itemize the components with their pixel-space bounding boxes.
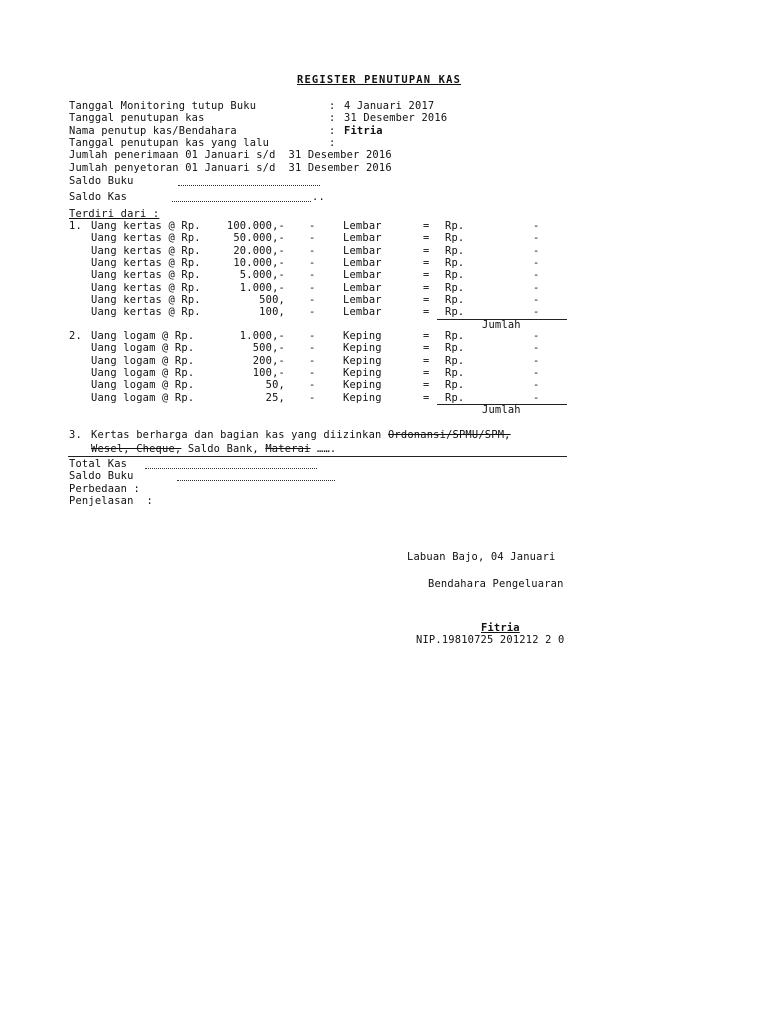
section2-row-unit: Keping bbox=[343, 354, 382, 367]
section1-row-total: - bbox=[533, 281, 540, 294]
jumlah-penyetoran: Jumlah penyetoran 01 Januari s/d 31 Desember 2016 bbox=[69, 162, 392, 174]
section1-row-rp: Rp. bbox=[445, 244, 465, 257]
terdiri-dari-heading: Terdiri dari : bbox=[69, 208, 160, 220]
section2-row-eq: = bbox=[423, 342, 430, 355]
section3-line2-strike2: Materai bbox=[265, 443, 311, 455]
section2-row-amount: 50, bbox=[265, 379, 285, 392]
section3-line1-text: Kertas berharga dan bagian kas yang diizinkan bbox=[91, 429, 388, 441]
saldo-buku-label: Saldo Buku bbox=[69, 175, 134, 187]
section2-row-unit: Keping bbox=[343, 391, 382, 404]
section2-row-amount: 200,- bbox=[252, 354, 285, 367]
section1-row-label: Uang kertas @ Rp. bbox=[91, 293, 201, 306]
section2-row-qty: - bbox=[309, 342, 316, 355]
section1-row-total: - bbox=[533, 244, 540, 257]
section1-row-label: Uang kertas @ Rp. bbox=[91, 232, 201, 245]
section3-line1-strike: Ordonansi/SPMU/SPM, bbox=[387, 429, 511, 441]
section1-row-amount: 100, bbox=[259, 306, 285, 319]
total-kas-dotted-line bbox=[145, 460, 317, 469]
section3-line2-strike: Wesel, Cheque, bbox=[91, 443, 182, 455]
saldo-buku2-label: Saldo Buku bbox=[69, 470, 134, 482]
saldo-buku-dotted-line bbox=[178, 177, 320, 186]
section1-row-unit: Lembar bbox=[343, 306, 382, 319]
section1-row-qty: - bbox=[309, 220, 316, 232]
section1-number: 1. bbox=[69, 220, 82, 232]
penjelasan-label: Penjelasan : bbox=[69, 495, 153, 507]
field-value-nama-penutup: Fitria bbox=[344, 125, 383, 137]
section2-row-eq: = bbox=[423, 379, 430, 392]
signature-name: Fitria bbox=[481, 622, 520, 634]
section2-row-qty: - bbox=[309, 379, 316, 392]
section2-row-unit: Keping bbox=[343, 379, 382, 392]
section1-row-rp: Rp. bbox=[445, 220, 465, 232]
section1-row-qty: - bbox=[309, 281, 316, 294]
section3-line2-text: Saldo Bank, bbox=[181, 443, 266, 455]
section2-row-amount: 100,- bbox=[252, 366, 285, 379]
section2-row-total: - bbox=[533, 379, 540, 392]
section1-row-amount: 20.000,- bbox=[233, 244, 285, 257]
section1-row-unit: Lembar bbox=[343, 244, 382, 257]
section2-row-rp: Rp. bbox=[445, 330, 465, 342]
section1-row-eq: = bbox=[423, 293, 430, 306]
section1-row-eq: = bbox=[423, 220, 430, 232]
section1-row-total: - bbox=[533, 269, 540, 282]
section1-row-unit: Lembar bbox=[343, 232, 382, 245]
section1-row-qty: - bbox=[309, 232, 316, 245]
field-sep: : bbox=[329, 137, 336, 149]
section2-row-eq: = bbox=[423, 354, 430, 367]
section2-row-unit: Keping bbox=[343, 366, 382, 379]
section1-row-label: Uang kertas @ Rp. bbox=[91, 281, 201, 294]
section2-row-eq: = bbox=[423, 366, 430, 379]
section1-row-eq: = bbox=[423, 269, 430, 282]
jumlah-penerimaan: Jumlah penerimaan 01 Januari s/d 31 Desember 2016 bbox=[69, 149, 392, 161]
saldo-buku2-dotted-line bbox=[177, 472, 335, 481]
field-sep: : bbox=[329, 100, 336, 112]
section1-row-unit: Lembar bbox=[343, 220, 382, 232]
perbedaan-label: Perbedaan : bbox=[69, 483, 141, 495]
section2-row-total: - bbox=[533, 330, 540, 342]
field-value-tanggal-penutupan: 31 Desember 2016 bbox=[344, 112, 448, 124]
field-sep: : bbox=[329, 125, 336, 137]
section2-row-rp: Rp. bbox=[445, 391, 465, 404]
section2-row-rp: Rp. bbox=[445, 379, 465, 392]
section1-row-total: - bbox=[533, 232, 540, 245]
section1-row-qty: - bbox=[309, 306, 316, 319]
signature-place-date: Labuan Bajo, 04 Januari bbox=[407, 551, 556, 563]
section1-row-unit: Lembar bbox=[343, 281, 382, 294]
field-value-tanggal-monitoring: 4 Januari 2017 bbox=[344, 100, 435, 112]
section1-row-rp: Rp. bbox=[445, 293, 465, 306]
section2-row-label: Uang logam @ Rp. bbox=[91, 391, 195, 404]
section1-row-unit: Lembar bbox=[343, 269, 382, 282]
section2-row-rp: Rp. bbox=[445, 366, 465, 379]
section1-row-unit: Lembar bbox=[343, 256, 382, 269]
total-kas-label: Total Kas bbox=[69, 458, 128, 470]
section1-row-eq: = bbox=[423, 306, 430, 319]
section1-row-rp: Rp. bbox=[445, 256, 465, 269]
section2-jumlah: Jumlah bbox=[482, 404, 521, 416]
section1-row-total: - bbox=[533, 293, 540, 306]
saldo-kas-tail: .. bbox=[312, 191, 325, 203]
section2-row-label: Uang logam @ Rp. bbox=[91, 342, 195, 355]
section1-row-label: Uang kertas @ Rp. bbox=[91, 256, 201, 269]
field-label-nama-penutup: Nama penutup kas/Bendahara bbox=[69, 125, 237, 137]
section1-row-amount: 1.000,- bbox=[239, 281, 285, 294]
section2-row-total: - bbox=[533, 391, 540, 404]
field-label-tanggal-lalu: Tanggal penutupan kas yang lalu bbox=[69, 137, 270, 149]
section1-row-qty: - bbox=[309, 244, 316, 257]
section1-row-amount: 500, bbox=[259, 293, 285, 306]
section2-row-eq: = bbox=[423, 391, 430, 404]
field-sep: : bbox=[329, 112, 336, 124]
section1-row-eq: = bbox=[423, 232, 430, 245]
section1-jumlah: Jumlah bbox=[482, 319, 521, 331]
signature-position: Bendahara Pengeluaran bbox=[428, 578, 564, 590]
section1-row-rp: Rp. bbox=[445, 306, 465, 319]
section2-row-qty: - bbox=[309, 330, 316, 342]
section1-row-qty: - bbox=[309, 269, 316, 282]
section1-row-eq: = bbox=[423, 281, 430, 294]
section1-row-label: Uang kertas @ Rp. bbox=[91, 244, 201, 257]
section3-line1 bbox=[91, 429, 511, 441]
section1-row-amount: 100.000,- bbox=[226, 220, 285, 232]
section3-number: 3. bbox=[69, 429, 82, 441]
section2-row-label: Uang logam @ Rp. bbox=[91, 354, 195, 367]
section1-row-eq: = bbox=[423, 256, 430, 269]
section1-row-label: Uang kertas @ Rp. bbox=[91, 306, 201, 319]
section2-row-amount: 25, bbox=[265, 391, 285, 404]
section2-row-qty: - bbox=[309, 391, 316, 404]
section1-row-rp: Rp. bbox=[445, 232, 465, 245]
saldo-kas-dotted-line bbox=[172, 193, 311, 202]
section2-row-label: Uang logam @ Rp. bbox=[91, 330, 195, 342]
section1-row-qty: - bbox=[309, 293, 316, 306]
section2-row-unit: Keping bbox=[343, 330, 382, 342]
section2-number: 2. bbox=[69, 330, 82, 342]
section1-row-qty: - bbox=[309, 256, 316, 269]
section2-row-label: Uang logam @ Rp. bbox=[91, 379, 195, 392]
section2-row-unit: Keping bbox=[343, 342, 382, 355]
section3-line2-tail: ……. bbox=[310, 443, 337, 455]
section2-row-rp: Rp. bbox=[445, 342, 465, 355]
section2-row-total: - bbox=[533, 342, 540, 355]
section3-line2 bbox=[91, 443, 336, 455]
section2-row-label: Uang logam @ Rp. bbox=[91, 366, 195, 379]
section1-row-eq: = bbox=[423, 244, 430, 257]
saldo-kas-label: Saldo Kas bbox=[69, 191, 128, 203]
section2-row-qty: - bbox=[309, 366, 316, 379]
section1-row-amount: 50.000,- bbox=[233, 232, 285, 245]
page-title: REGISTER PENUTUPAN KAS bbox=[297, 74, 462, 86]
signature-nip: NIP.19810725 201212 2 0 bbox=[416, 634, 565, 646]
field-label-tanggal-penutupan: Tanggal penutupan kas bbox=[69, 112, 205, 124]
section2-row-rp: Rp. bbox=[445, 354, 465, 367]
section1-row-label: Uang kertas @ Rp. bbox=[91, 220, 201, 232]
section1-row-total: - bbox=[533, 306, 540, 319]
section1-row-total: - bbox=[533, 256, 540, 269]
section1-row-amount: 5.000,- bbox=[239, 269, 285, 282]
field-label-tanggal-monitoring: Tanggal Monitoring tutup Buku bbox=[69, 100, 257, 112]
section1-row-total: - bbox=[533, 220, 540, 232]
section2-row-eq: = bbox=[423, 330, 430, 342]
section2-row-total: - bbox=[533, 354, 540, 367]
section1-row-rp: Rp. bbox=[445, 269, 465, 282]
section1-row-rp: Rp. bbox=[445, 281, 465, 294]
total-divider bbox=[68, 456, 567, 457]
section2-row-amount: 500,- bbox=[252, 342, 285, 355]
section1-row-amount: 10.000,- bbox=[233, 256, 285, 269]
section2-row-qty: - bbox=[309, 354, 316, 367]
section1-row-label: Uang kertas @ Rp. bbox=[91, 269, 201, 282]
section1-row-unit: Lembar bbox=[343, 293, 382, 306]
section2-row-total: - bbox=[533, 366, 540, 379]
section2-row-amount: 1.000,- bbox=[239, 330, 285, 342]
